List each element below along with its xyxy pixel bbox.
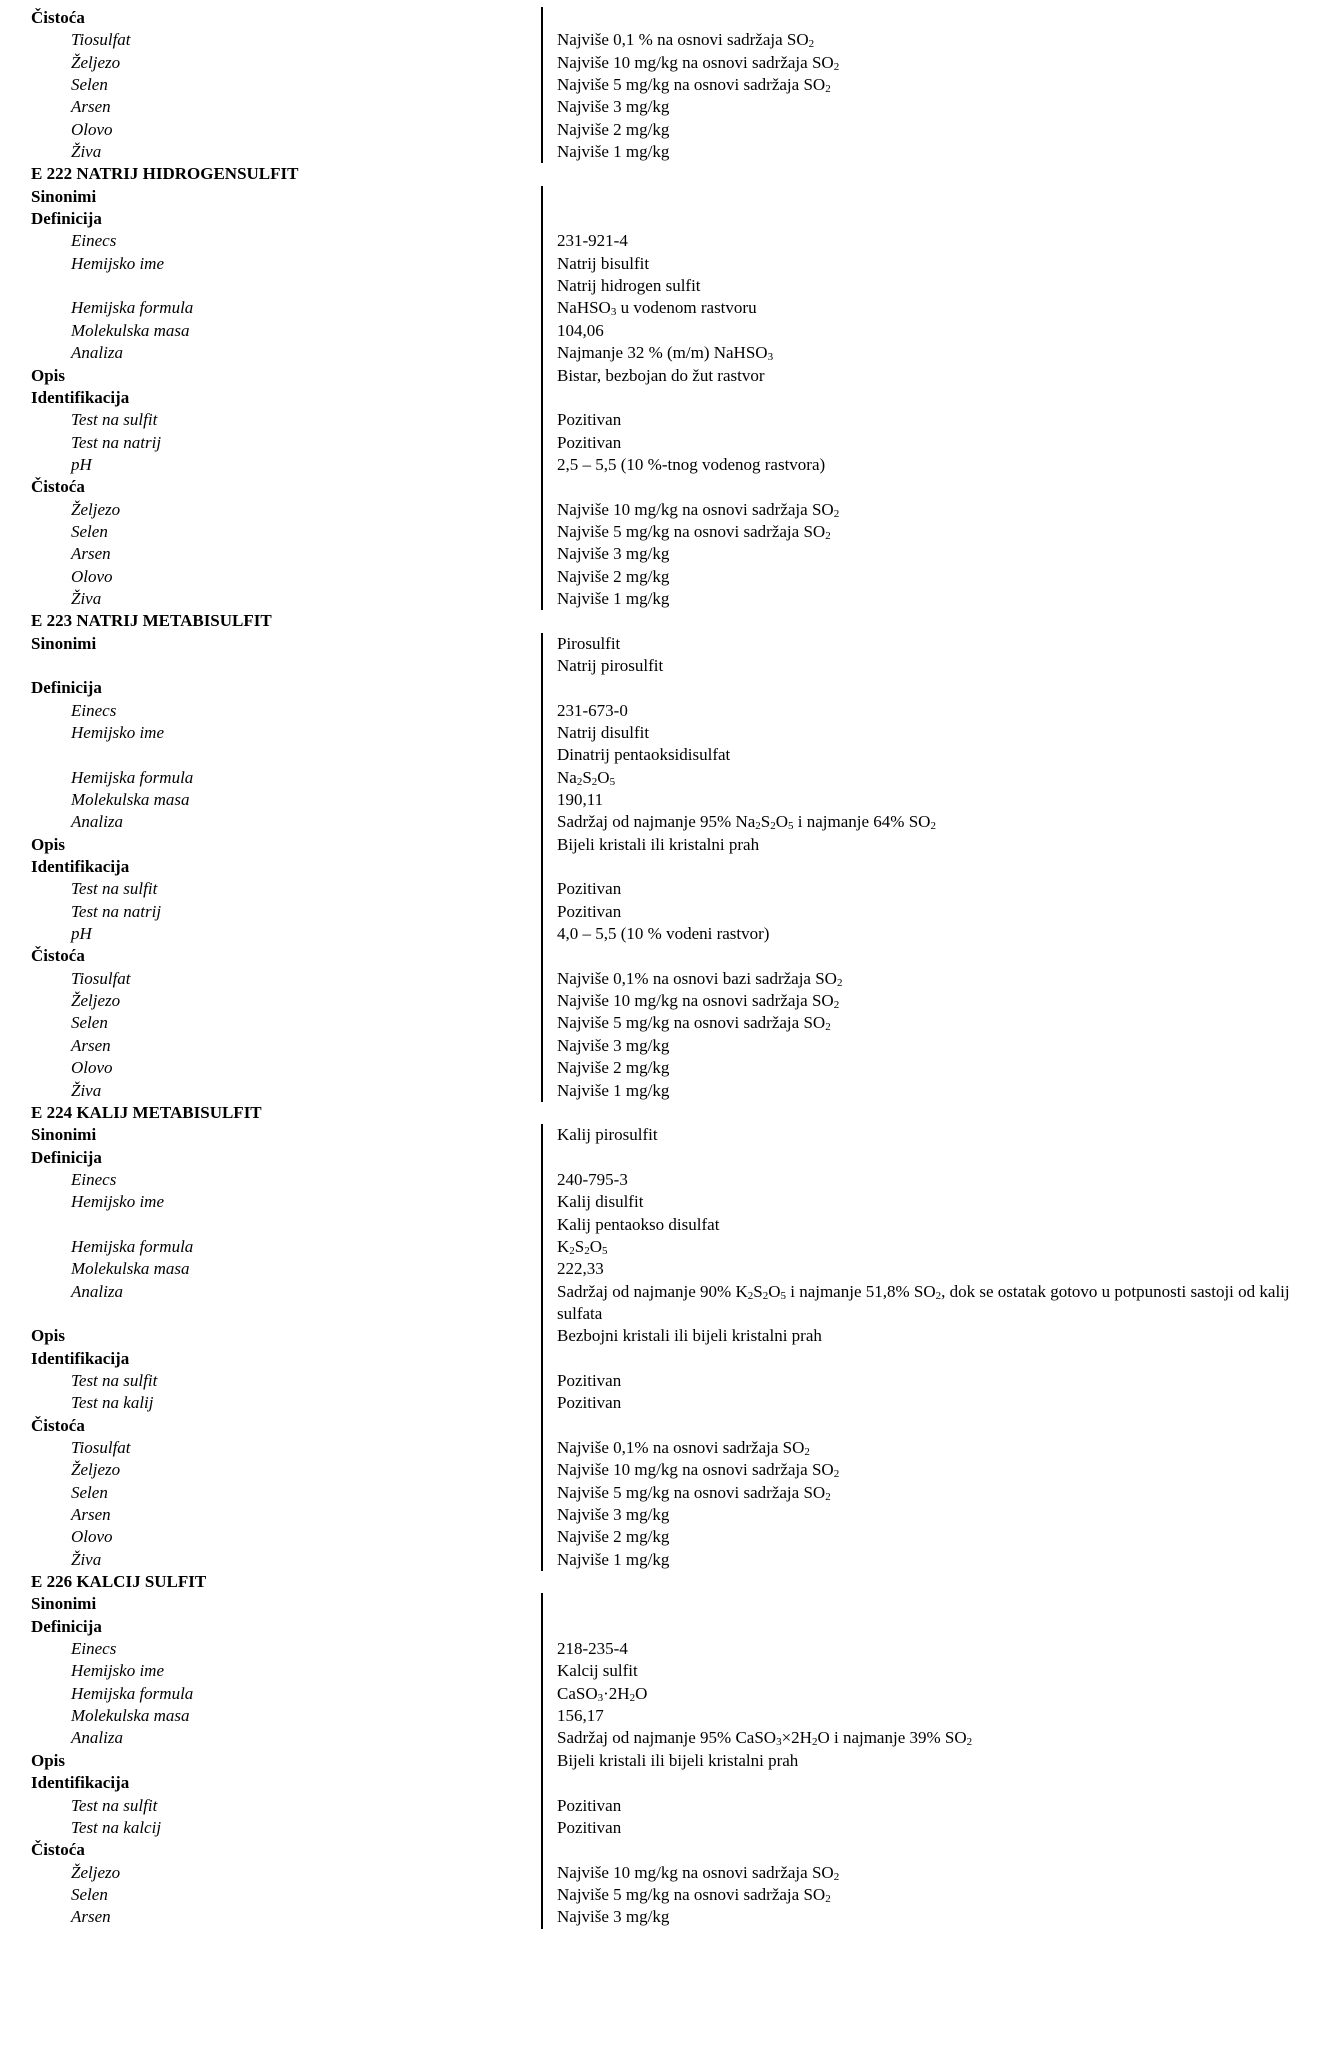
spec-section — [0, 1571, 1340, 1929]
spec-row — [0, 1593, 1340, 1615]
spec-label: Željezo — [71, 991, 121, 1011]
spec-label: Test na sulfit — [71, 879, 158, 899]
spec-value: 222,33 — [557, 1259, 604, 1279]
spec-row — [0, 968, 1340, 990]
spec-label: Olovo — [71, 566, 113, 586]
spec-value: Kalcij sulfit — [557, 1661, 638, 1681]
spec-row — [0, 1683, 1340, 1705]
spec-label: Einecs — [71, 700, 117, 720]
spec-label: Molekulska masa — [71, 1706, 190, 1726]
spec-row — [0, 1616, 1340, 1638]
spec-label: Test na sulfit — [71, 410, 158, 430]
spec-label: Željezo — [71, 52, 121, 72]
spec-value: Pozitivan — [557, 1795, 622, 1815]
spec-label: Hemijsko ime — [71, 723, 165, 742]
spec-value: 240-795-3 — [557, 1169, 628, 1189]
spec-value: Najviše 5 mg/kg na osnovi sadržaja $SO_2$ — [557, 1013, 831, 1034]
spec-label: Arsen — [71, 1035, 111, 1055]
spec-section — [0, 163, 1340, 610]
spec-row — [0, 1906, 1340, 1928]
spec-label: Tiosulfat — [71, 1438, 131, 1457]
spec-value: Kalij pentaokso disulfat — [557, 1214, 720, 1234]
spec-value: Bijeli kristali ili bijeli kristalni prah — [557, 1750, 799, 1770]
spec-row — [0, 1839, 1340, 1861]
section-rows — [0, 1593, 1340, 1928]
spec-row — [0, 1325, 1340, 1347]
spec-row — [0, 297, 1340, 319]
spec-row — [0, 499, 1340, 521]
spec-label: Identifikacija — [31, 857, 130, 877]
spec-row — [0, 588, 1340, 610]
spec-value: Bistar, bezbojan do žut rastvor — [557, 365, 765, 385]
spec-value: Najviše 3 mg/kg — [557, 97, 670, 117]
section-title — [0, 610, 1340, 632]
spec-row — [0, 1705, 1340, 1727]
spec-row — [0, 655, 1340, 677]
spec-value: Pozitivan — [557, 432, 622, 452]
spec-label: Željezo — [71, 1862, 121, 1882]
spec-value: Najmanje 32 % (m/m) NaHSO$_3$ — [557, 343, 774, 364]
spec-row — [0, 1526, 1340, 1548]
spec-label: Analiza — [71, 812, 123, 832]
column-divider — [541, 633, 543, 1102]
spec-value: Najviše 3 mg/kg — [557, 544, 670, 564]
spec-label: Arsen — [71, 1505, 111, 1525]
spec-label: Einecs — [71, 1169, 117, 1189]
spec-row — [0, 923, 1340, 945]
spec-value: Pozitivan — [557, 410, 622, 430]
spec-label: Selen — [71, 1482, 108, 1502]
spec-row — [0, 1437, 1340, 1459]
spec-label: Selen — [71, 75, 108, 95]
section-title-text: E 222 NATRIJ HIDROGENSULFIT — [31, 164, 299, 184]
spec-row — [0, 186, 1340, 208]
spec-label: Test na sulfit — [71, 1370, 158, 1390]
section-title — [0, 1571, 1340, 1593]
spec-label: Čistoća — [31, 1415, 85, 1435]
spec-row — [0, 1080, 1340, 1102]
spec-row — [0, 1482, 1340, 1504]
spec-value: Najviše 2 mg/kg — [557, 566, 670, 586]
spec-value: Pozitivan — [557, 1817, 622, 1837]
spec-value: Najviše 5 mg/kg na osnovi sadržaja $SO_2$ — [557, 521, 831, 542]
spec-label: Čistoća — [31, 946, 85, 966]
spec-label: Analiza — [71, 343, 123, 363]
spec-label: Olovo — [71, 1527, 113, 1547]
spec-label: Hemijska formula — [71, 1236, 194, 1256]
spec-label: Željezo — [71, 1460, 121, 1480]
section-rows — [0, 186, 1340, 611]
spec-label: Hemijska formula — [71, 1683, 194, 1703]
spec-row — [0, 1012, 1340, 1034]
spec-label: Definicija — [31, 209, 102, 229]
spec-label: Hemijsko ime — [71, 1661, 165, 1681]
spec-value: Sadržaj od najmanje 95% $Na_2S_2O_5$ i najmanje 64% $SO_2$ — [557, 812, 936, 833]
spec-label: Čistoća — [31, 8, 85, 27]
section-title-text: E 223 NATRIJ METABISULFIT — [31, 611, 272, 631]
spec-row — [0, 454, 1340, 476]
spec-row — [0, 521, 1340, 543]
section-title — [0, 163, 1340, 185]
section-title-text: E 224 KALIJ METABISULFIT — [31, 1102, 262, 1122]
spec-row — [0, 1660, 1340, 1682]
spec-label: Hemijsko ime — [71, 1192, 165, 1212]
spec-row — [0, 990, 1340, 1012]
spec-label: Test na sulfit — [71, 1795, 158, 1815]
spec-value: Natrij pirosulfit — [557, 655, 664, 675]
spec-row — [0, 700, 1340, 722]
spec-row — [0, 1214, 1340, 1236]
column-divider — [541, 7, 543, 163]
column-divider — [541, 186, 543, 611]
spec-label: Test na natrij — [71, 432, 162, 452]
spec-label: Definicija — [31, 678, 102, 698]
spec-row — [0, 7, 1340, 29]
spec-label: Živa — [71, 1549, 102, 1569]
spec-label: Hemijska formula — [71, 767, 194, 787]
spec-row — [0, 1169, 1340, 1191]
spec-value: 2,5 – 5,5 (10 %-tnog vodenog rastvora) — [557, 454, 826, 474]
spec-label: pH — [71, 924, 92, 944]
spec-row — [0, 878, 1340, 900]
spec-value: 156,17 — [557, 1706, 604, 1726]
spec-value: $Na_2S_2O_5$ — [557, 767, 616, 788]
section-title-text: E 226 KALCIJ SULFIT — [31, 1572, 207, 1592]
spec-value: Bijeli kristali ili kristalni prah — [557, 834, 760, 854]
spec-value: Najviše 3 mg/kg — [557, 1505, 670, 1525]
spec-value: Najviše 1 mg/kg — [557, 588, 670, 608]
spec-row — [0, 722, 1340, 744]
spec-row — [0, 230, 1340, 252]
spec-label: Sinonimi — [31, 1594, 97, 1614]
spec-label: Test na kalcij — [71, 1817, 162, 1837]
spec-label: Sinonimi — [31, 186, 97, 206]
spec-label: Živa — [71, 1080, 102, 1100]
spec-row — [0, 1035, 1340, 1057]
spec-value: Pozitivan — [557, 1370, 622, 1390]
spec-row — [0, 1727, 1340, 1749]
spec-label: Definicija — [31, 1147, 102, 1167]
spec-label: Analiza — [71, 1281, 123, 1301]
spec-value: Kalij disulfit — [557, 1192, 644, 1212]
spec-value: Kalij pirosulfit — [557, 1125, 658, 1145]
spec-label: Opis — [31, 365, 66, 385]
spec-row — [0, 834, 1340, 856]
spec-row — [0, 744, 1340, 766]
spec-label: Sinonimi — [31, 1125, 97, 1145]
spec-label: Čistoća — [31, 1840, 85, 1860]
spec-row — [0, 52, 1340, 74]
spec-value: Najviše 1 mg/kg — [557, 1549, 670, 1569]
spec-value: Pozitivan — [557, 1393, 622, 1413]
spec-value: 218-235-4 — [557, 1639, 628, 1659]
spec-label: Molekulska masa — [71, 790, 190, 810]
spec-label: Hemijska formula — [71, 298, 194, 318]
spec-value: Najviše 5 mg/kg na osnovi sadržaja $SO_2$ — [557, 1884, 831, 1905]
spec-row — [0, 811, 1340, 833]
spec-label: Olovo — [71, 119, 113, 139]
spec-value: Najviše 5 mg/kg na osnovi sadržaja $SO_2$ — [557, 75, 831, 96]
spec-row — [0, 342, 1340, 364]
spec-row — [0, 409, 1340, 431]
spec-label: Sinonimi — [31, 633, 97, 653]
spec-row — [0, 1862, 1340, 1884]
spec-row — [0, 856, 1340, 878]
spec-label: Test na natrij — [71, 901, 162, 921]
spec-label: Analiza — [71, 1728, 123, 1748]
spec-value: Pozitivan — [557, 879, 622, 899]
spec-value: $K_2S_2O_5$ — [557, 1236, 608, 1257]
spec-value: Natrij disulfit — [557, 723, 650, 742]
spec-value: Najviše 2 mg/kg — [557, 1058, 670, 1078]
spec-value: Najviše 3 mg/kg — [557, 1035, 670, 1055]
spec-row — [0, 365, 1340, 387]
spec-value: Najviše 10 mg/kg na osnovi sadržaja $SO_2$ — [557, 991, 840, 1012]
document-body — [0, 7, 1340, 1929]
spec-row — [0, 1504, 1340, 1526]
spec-row — [0, 1884, 1340, 1906]
spec-row — [0, 1795, 1340, 1817]
section-rows — [0, 633, 1340, 1102]
column-divider — [541, 1124, 543, 1571]
spec-row — [0, 476, 1340, 498]
spec-value: Najviše 5 mg/kg na osnovi sadržaja $SO_2$ — [557, 1482, 831, 1503]
spec-label: Molekulska masa — [71, 1259, 190, 1279]
spec-label: Željezo — [71, 499, 121, 519]
section-title — [0, 1102, 1340, 1124]
spec-value: Najviše 10 mg/kg na osnovi sadržaja $SO_2$ — [557, 499, 840, 520]
spec-row — [0, 1415, 1340, 1437]
spec-row — [0, 1370, 1340, 1392]
spec-row — [0, 1549, 1340, 1571]
spec-row — [0, 119, 1340, 141]
spec-label: Selen — [71, 1013, 108, 1033]
spec-section — [0, 610, 1340, 1102]
spec-value: Najviše 0,1% na osnovi bazi sadržaja $SO_2$ — [557, 968, 843, 989]
spec-row — [0, 1750, 1340, 1772]
spec-row — [0, 432, 1340, 454]
spec-label: Arsen — [71, 97, 111, 117]
spec-value: Najviše 0,1% na osnovi sadržaja $SO_2$ — [557, 1438, 810, 1458]
spec-label: Olovo — [71, 1058, 113, 1078]
spec-label: Selen — [71, 1884, 108, 1904]
spec-label: Arsen — [71, 1907, 111, 1927]
spec-label: Identifikacija — [31, 387, 130, 407]
spec-label: Opis — [31, 834, 66, 854]
spec-value: Najviše 10 mg/kg na osnovi sadržaja $SO_2$ — [557, 1862, 840, 1883]
spec-row — [0, 1772, 1340, 1794]
spec-value: Sadržaj od najmanje 90% $K_2S_2O_5$ i najmanje 51,8% $SO_2$, dok se ostatak gotovo u potpunosti sastoji od kalij sulfata — [557, 1281, 1290, 1323]
spec-label: Arsen — [71, 544, 111, 564]
spec-row — [0, 275, 1340, 297]
spec-value: Najviše 2 mg/kg — [557, 1527, 670, 1547]
spec-row — [0, 1817, 1340, 1839]
spec-row — [0, 1124, 1340, 1146]
spec-label: Tiosulfat — [71, 968, 131, 988]
spec-section — [0, 1102, 1340, 1571]
spec-value: Najviše 1 mg/kg — [557, 1080, 670, 1100]
spec-label: Živa — [71, 588, 102, 608]
spec-label: Opis — [31, 1750, 66, 1770]
spec-value: NaHSO$_3$ u vodenom rastvoru — [557, 298, 757, 319]
spec-label: Definicija — [31, 1616, 102, 1636]
spec-row — [0, 208, 1340, 230]
spec-value: Sadržaj od najmanje 95% $CaSO_3\times 2H_2O$ i najmanje 39% $SO_2$ — [557, 1728, 973, 1749]
section-rows — [0, 1124, 1340, 1571]
spec-row — [0, 1459, 1340, 1481]
spec-value: Pozitivan — [557, 901, 622, 921]
spec-row — [0, 387, 1340, 409]
spec-label: Tiosulfat — [71, 30, 131, 50]
spec-row — [0, 677, 1340, 699]
spec-row — [0, 767, 1340, 789]
spec-value: Najviše 3 mg/kg — [557, 1907, 670, 1927]
spec-row — [0, 789, 1340, 811]
spec-label: Einecs — [71, 1639, 117, 1659]
column-divider — [541, 1593, 543, 1928]
spec-value: Dinatrij pentaoksidisulfat — [557, 745, 731, 765]
spec-value: $CaSO_3\cdot 2H_2O$ — [557, 1683, 648, 1704]
spec-row — [0, 1638, 1340, 1660]
spec-value: 231-673-0 — [557, 700, 628, 720]
spec-value: Najviše 10 mg/kg na osnovi sadržaja $SO_2$ — [557, 1460, 840, 1481]
spec-row — [0, 566, 1340, 588]
spec-value: 104,06 — [557, 320, 604, 340]
spec-row — [0, 320, 1340, 342]
spec-label: Identifikacija — [31, 1348, 130, 1368]
spec-row — [0, 74, 1340, 96]
spec-label: Opis — [31, 1326, 66, 1346]
spec-value: Natrij bisulfit — [557, 253, 650, 273]
spec-label: Selen — [71, 521, 108, 541]
spec-label: Einecs — [71, 231, 117, 251]
spec-value: Pirosulfit — [557, 633, 621, 653]
spec-row — [0, 96, 1340, 118]
spec-value: Bezbojni kristali ili bijeli kristalni prah — [557, 1326, 822, 1346]
spec-label: Živa — [71, 142, 102, 162]
section-rows — [0, 7, 1340, 163]
spec-row — [0, 1258, 1340, 1280]
spec-value: 231-921-4 — [557, 231, 628, 251]
spec-row — [0, 141, 1340, 163]
spec-row — [0, 253, 1340, 275]
spec-value: Najviše 2 mg/kg — [557, 119, 670, 139]
spec-row — [0, 1057, 1340, 1079]
spec-row — [0, 29, 1340, 51]
spec-section — [0, 7, 1340, 163]
spec-value: Natrij hidrogen sulfit — [557, 276, 701, 296]
spec-row — [0, 1147, 1340, 1169]
spec-row — [0, 1281, 1340, 1326]
spec-row — [0, 945, 1340, 967]
spec-label: Identifikacija — [31, 1773, 130, 1793]
spec-row — [0, 1236, 1340, 1258]
spec-value: 190,11 — [557, 790, 604, 810]
spec-label: Molekulska masa — [71, 320, 190, 340]
spec-row — [0, 1191, 1340, 1213]
spec-row — [0, 1392, 1340, 1414]
spec-value: Najviše 10 mg/kg na osnovi sadržaja $SO_2$ — [557, 52, 840, 73]
spec-value: Najviše 0,1 % na osnovi sadržaja $SO_2$ — [557, 30, 815, 51]
spec-label: Hemijsko ime — [71, 253, 165, 273]
spec-value: 4,0 – 5,5 (10 % vodeni rastvor) — [557, 924, 770, 944]
spec-label: Test na kalij — [71, 1393, 154, 1413]
spec-value: Najviše 1 mg/kg — [557, 142, 670, 162]
spec-row — [0, 633, 1340, 655]
spec-row — [0, 1348, 1340, 1370]
spec-label: pH — [71, 454, 92, 474]
spec-label: Čistoća — [31, 477, 85, 497]
spec-row — [0, 901, 1340, 923]
spec-row — [0, 543, 1340, 565]
